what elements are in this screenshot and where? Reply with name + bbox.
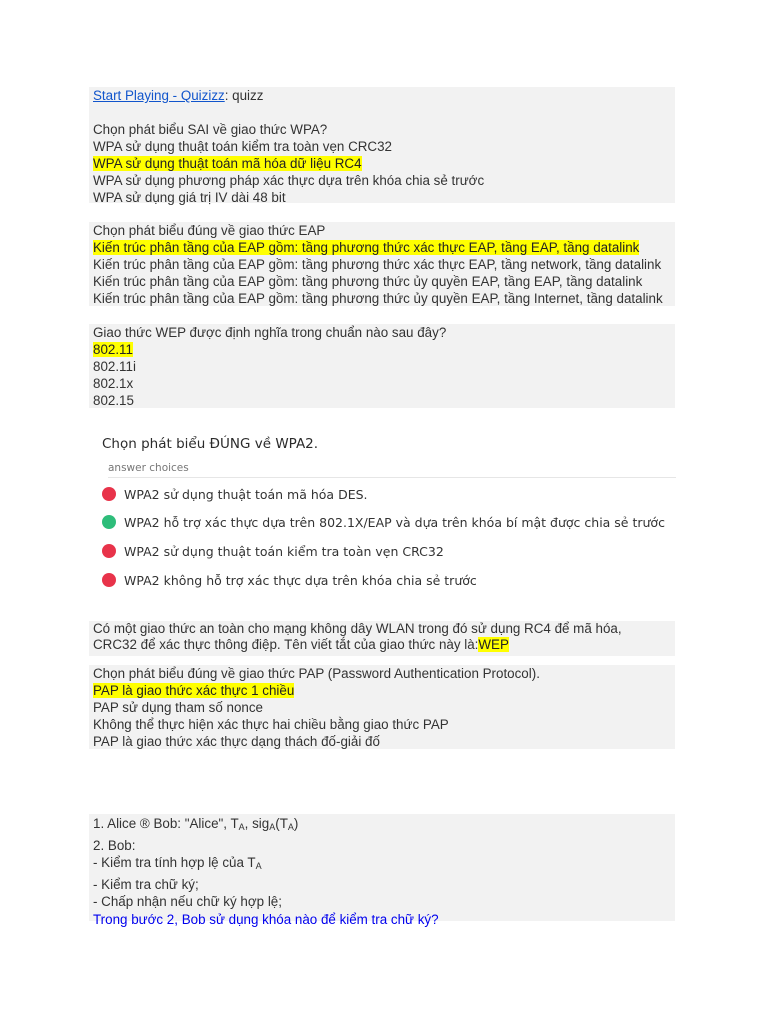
question-text: Chọn phát biểu đúng về giao thức EAP [93, 223, 326, 238]
question-text: Chọn phát biểu ĐÚNG về WPA2. [102, 436, 319, 452]
option-text: PAP sử dụng tham số nonce [93, 700, 264, 715]
option-text: Kiến trúc phân tầng của EAP gồm: tầng phương thức xác thực EAP, tầng network, tầng datalink [93, 257, 662, 272]
question-text: Giao thức WEP được định nghĩa trong chuẩn nào sau đây? [93, 325, 447, 340]
choice-text: WPA2 sử dụng thuật toán kiểm tra toàn vẹn CRC32 [124, 544, 444, 559]
option-text: Kiến trúc phân tầng của EAP gồm: tầng phương thức ủy quyền EAP, tầng Internet, tầng datalink [93, 291, 663, 306]
quiz-block-signature [89, 814, 675, 927]
question-text: Có một giao thức an toàn cho mạng không dây WLAN trong đó sử dụng RC4 để mã hóa, [93, 621, 622, 636]
highlighted-answer: 802.11 [93, 342, 133, 357]
question-text: Trong bước 2, Bob sử dụng khóa nào để kiểm tra chữ ký? [93, 911, 439, 927]
protocol-check-3: - Chấp nhận nếu chữ ký hợp lệ; [93, 894, 282, 909]
highlighted-answer: WPA sử dụng thuật toán mã hóa dữ liệu RC4 [93, 156, 362, 171]
option-text: Không thể thực hiện xác thực hai chiều bằng giao thức PAP [93, 717, 449, 732]
quiz-block-pap [89, 665, 675, 749]
option-text: 802.15 [93, 393, 134, 408]
option-text: Kiến trúc phân tầng của EAP gồm: tầng phương thức ủy quyền EAP, tầng EAP, tầng datalink [93, 274, 643, 289]
option-text: 802.1x [93, 376, 134, 391]
wpa2-quiz-screenshot [96, 428, 676, 600]
answer-choice [102, 571, 477, 591]
quizizz-link[interactable]: Start Playing - Quizizz [93, 88, 225, 103]
protocol-step-2: 2. Bob: [93, 837, 136, 853]
wrong-answer-dot-icon [102, 487, 116, 501]
highlighted-answer: WEP [478, 637, 509, 652]
answer-choice [102, 513, 665, 533]
question-text: CRC32 để xác thực thông điệp. Tên viết tắt của giao thức này là: [93, 637, 479, 652]
correct-answer-dot-icon [102, 515, 116, 529]
quiz-block-protocol [89, 621, 675, 656]
wrong-answer-dot-icon [102, 573, 116, 587]
protocol-step-1: 1. Alice ® Bob: "Alice", $T_A$, $sig_A(T_A)$ [93, 816, 299, 832]
protocol-check-1: - Kiểm tra tính hợp lệ của $T_A$ [93, 855, 262, 871]
question-text: Chọn phát biểu SAI về giao thức WPA? [93, 122, 328, 137]
answer-choice [102, 485, 368, 505]
wrong-answer-dot-icon [102, 544, 116, 558]
option-text: WPA sử dụng giá trị IV dài 48 bit [93, 190, 286, 205]
quiz-block-wep [89, 324, 675, 408]
divider [108, 477, 676, 478]
highlighted-answer: Kiến trúc phân tầng của EAP gồm: tầng phương thức xác thực EAP, tầng EAP, tầng datalink [93, 240, 640, 255]
protocol-check-2: - Kiểm tra chữ ký; [93, 876, 199, 892]
answer-choices-label: answer choices [108, 462, 189, 474]
quiz-block-eap [89, 222, 675, 306]
choice-text: WPA2 không hỗ trợ xác thực dựa trên khóa chia sẻ trước [124, 573, 477, 588]
highlighted-answer: PAP là giao thức xác thực 1 chiều [93, 683, 295, 698]
question-text: Chọn phát biểu đúng về giao thức PAP (Password Authentication Protocol). [93, 666, 540, 681]
quiz-block-wpa [89, 87, 675, 203]
option-text: PAP là giao thức xác thực dạng thách đố-giải đố [93, 734, 380, 749]
answer-choice [102, 542, 444, 562]
source-line [93, 87, 675, 104]
option-text: 802.11i [93, 359, 136, 374]
option-text: WPA sử dụng phương pháp xác thực dựa trên khóa chia sẻ trước [93, 173, 485, 188]
choice-text: WPA2 hỗ trợ xác thực dựa trên 802.1X/EAP và dựa trên khóa bí mật được chia sẻ trước [124, 515, 665, 530]
choice-text: WPA2 sử dụng thuật toán mã hóa DES. [124, 487, 368, 502]
source-suffix: : quizz [224, 88, 264, 103]
option-text: WPA sử dụng thuật toán kiểm tra toàn vẹn CRC32 [93, 139, 392, 154]
